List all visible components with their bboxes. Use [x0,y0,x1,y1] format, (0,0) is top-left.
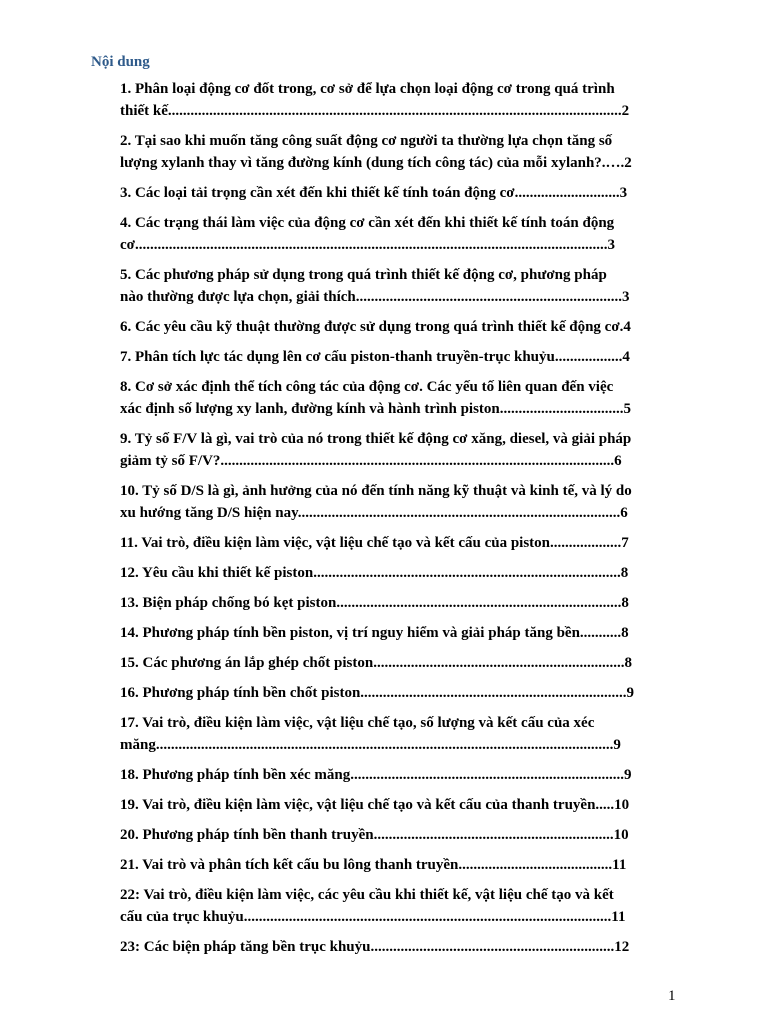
toc-entry-line: măng..........................................................................................................................9 [120,737,621,753]
toc-entry-line: 14. Phương pháp tính bền piston, vị trí nguy hiểm và giải pháp tăng bền...........8 [120,625,629,641]
toc-entry-line: xác định số lượng xy lanh, đường kính và hành trình piston.................................5 [120,401,632,417]
toc-entry-line: 5. Các phương pháp sử dụng trong quá trình thiết kế động cơ, phương pháp [120,267,607,283]
toc-entry[interactable] [120,652,678,674]
toc-entry-line: 18. Phương pháp tính bền xéc măng.........................................................................9 [120,767,632,783]
toc-entry[interactable] [120,130,678,174]
toc-entry[interactable] [120,480,678,524]
toc-entry[interactable] [120,264,678,308]
toc-entry[interactable] [120,78,678,122]
toc-entry-line: 17. Vai trò, điều kiện làm việc, vật liệu chế tạo, số lượng và kết cấu của xéc [120,715,595,731]
toc-entry-line: nào thường được lựa chọn, giải thích.......................................................................3 [120,289,630,305]
toc-entry-line: 20. Phương pháp tính bền thanh truyền................................................................10 [120,827,629,843]
toc-entry-line: 12. Yêu cầu khi thiết kế piston..................................................................................8 [120,565,629,581]
toc-entry[interactable] [120,622,678,644]
toc-entry-line: lượng xylanh thay vì tăng đường kính (dung tích công tác) của mỗi xylanh?.….2 [120,155,632,171]
toc-entry-line: 4. Các trạng thái làm việc của động cơ cần xét đến khi thiết kế tính toán động [120,215,615,231]
toc-entry[interactable] [120,376,678,420]
toc-entry[interactable] [120,854,678,876]
toc-entry-line: 15. Các phương án lắp ghép chốt piston...................................................................8 [120,655,632,671]
toc-entry[interactable] [120,212,678,256]
toc-entry-line: 23: Các biện pháp tăng bền trục khuỷu.................................................................12 [120,939,630,955]
toc-entry-line: giảm tỷ số F/V?.........................................................................................................6 [120,453,622,469]
toc-entry[interactable] [120,824,678,846]
toc-entry-line: 16. Phương pháp tính bền chốt piston.......................................................................9 [120,685,635,701]
toc-entry[interactable] [120,682,678,704]
toc-entry-line: 21. Vai trò và phân tích kết cấu bu lông thanh truyền.........................................11 [120,857,627,873]
toc-entry[interactable] [120,182,678,204]
toc-entry[interactable] [120,532,678,554]
toc-entry-line: cấu của trục khuỷu..................................................................................................11 [120,909,626,925]
toc-entry[interactable] [120,346,678,368]
toc-entry-line: 7. Phân tích lực tác dụng lên cơ cấu piston-thanh truyền-trục khuỷu..................4 [120,349,630,365]
page-number: 1 [668,988,676,1004]
toc-list [120,78,678,966]
toc-entry-line: 6. Các yêu cầu kỹ thuật thường được sử dụng trong quá trình thiết kế động cơ.4 [120,319,631,335]
toc-entry-line: 2. Tại sao khi muốn tăng công suất động cơ người ta thường lựa chọn tăng số [120,133,613,149]
toc-entry[interactable] [120,592,678,614]
toc-entry-line: 19. Vai trò, điều kiện làm việc, vật liệu chế tạo và kết cấu của thanh truyền.....10 [120,797,630,813]
toc-entry-line: 10. Tỷ số D/S là gì, ảnh hưởng của nó đến tính năng kỹ thuật và kinh tế, và lý do [120,483,632,499]
toc-heading: Nội dung [91,54,150,70]
toc-entry[interactable] [120,712,678,756]
toc-entry-line: xu hướng tăng D/S hiện nay......................................................................................6 [120,505,628,521]
toc-entry[interactable] [120,794,678,816]
toc-entry[interactable] [120,884,678,928]
toc-entry[interactable] [120,316,678,338]
toc-entry[interactable] [120,562,678,584]
toc-entry[interactable] [120,428,678,472]
toc-entry-line: 22: Vai trò, điều kiện làm việc, các yêu cầu khi thiết kế, vật liệu chế tạo và kết [120,887,614,903]
toc-entry-line: cơ..............................................................................................................................3 [120,237,615,253]
toc-entry[interactable] [120,764,678,786]
toc-entry-line: 8. Cơ sở xác định thể tích công tác của động cơ. Các yếu tố liên quan đến việc [120,379,614,395]
toc-entry-line: thiết kế.........................................................................................................................2 [120,103,630,119]
toc-entry-line: 11. Vai trò, điều kiện làm việc, vật liệu chế tạo và kết cấu của piston...................7 [120,535,629,551]
toc-entry-line: 13. Biện pháp chống bó kẹt piston............................................................................8 [120,595,629,611]
toc-entry-line: 9. Tỷ số F/V là gì, vai trò của nó trong thiết kế động cơ xăng, diesel, và giải pháp [120,431,632,447]
toc-entry-line: 3. Các loại tải trọng cần xét đến khi thiết kế tính toán động cơ............................3 [120,185,628,201]
toc-entry[interactable] [120,936,678,958]
toc-entry-line: 1. Phân loại động cơ đốt trong, cơ sở để lựa chọn loại động cơ trong quá trình [120,81,615,97]
